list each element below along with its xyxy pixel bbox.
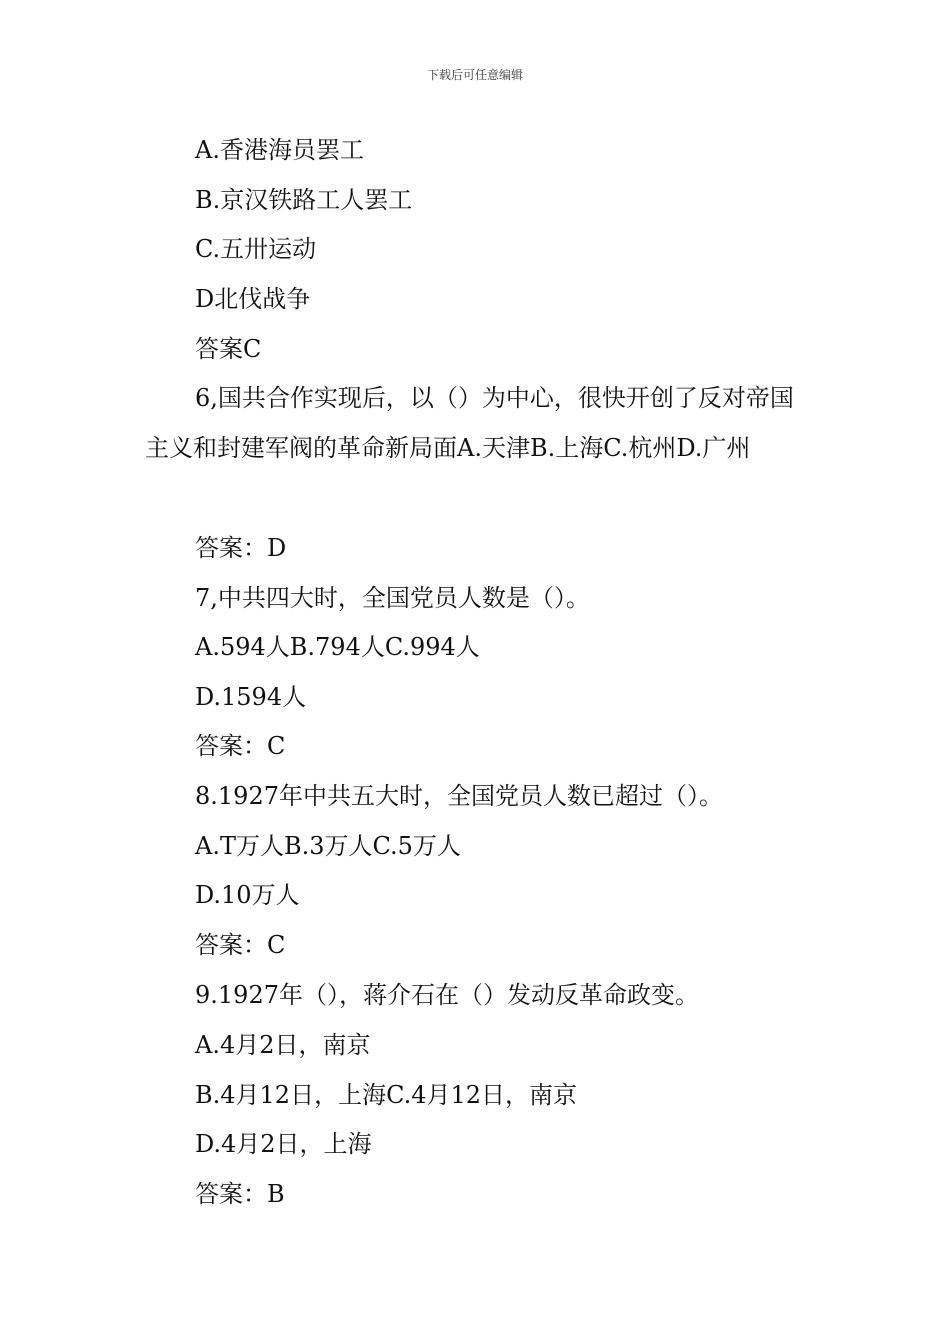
q7-options-line-2: D.1594人	[195, 683, 307, 711]
q5-answer: 答案C	[195, 335, 262, 363]
q9-question: 9.1927年（），蒋介石在（）发动反革命政变。	[195, 981, 699, 1009]
q9-option-line-1: A.4月2日，南京	[195, 1031, 371, 1059]
q8-answer: 答案：C	[195, 931, 286, 959]
q7-answer: 答案：C	[195, 732, 286, 760]
q5-option-d: D北伐战争	[195, 285, 311, 313]
q6-question: 6,国共合作实现后，以（）为中心，很快开创了反对帝国主义和封建军阀的革命新局面A.天津B.上海C.杭州D.广州	[145, 384, 794, 462]
q8-options-line-2: D.10万人	[195, 881, 300, 909]
header-note: 下载后可任意编辑	[426, 68, 523, 82]
q8-options-line-1: A.T万人B.3万人C.5万人	[195, 832, 461, 860]
q9-answer: 答案：B	[195, 1180, 285, 1208]
q7-options-line-1: A.594人B.794人C.994人	[195, 633, 480, 661]
q9-option-line-3: D.4月2日，上海	[195, 1130, 372, 1158]
q5-option-a: A.香港海员罢工	[195, 136, 364, 164]
q7-question: 7,中共四大时，全国党员人数是（）。	[195, 584, 590, 612]
q5-option-c: C.五卅运动	[195, 235, 317, 263]
q5-option-b: B.京汉铁路工人罢工	[195, 186, 413, 214]
q6-answer: 答案：D	[195, 534, 287, 562]
q9-option-line-2: B.4月12日，上海C.4月12日，南京	[195, 1081, 578, 1109]
q8-question: 8.1927年中共五大时，全国党员人数已超过（）。	[195, 782, 723, 810]
